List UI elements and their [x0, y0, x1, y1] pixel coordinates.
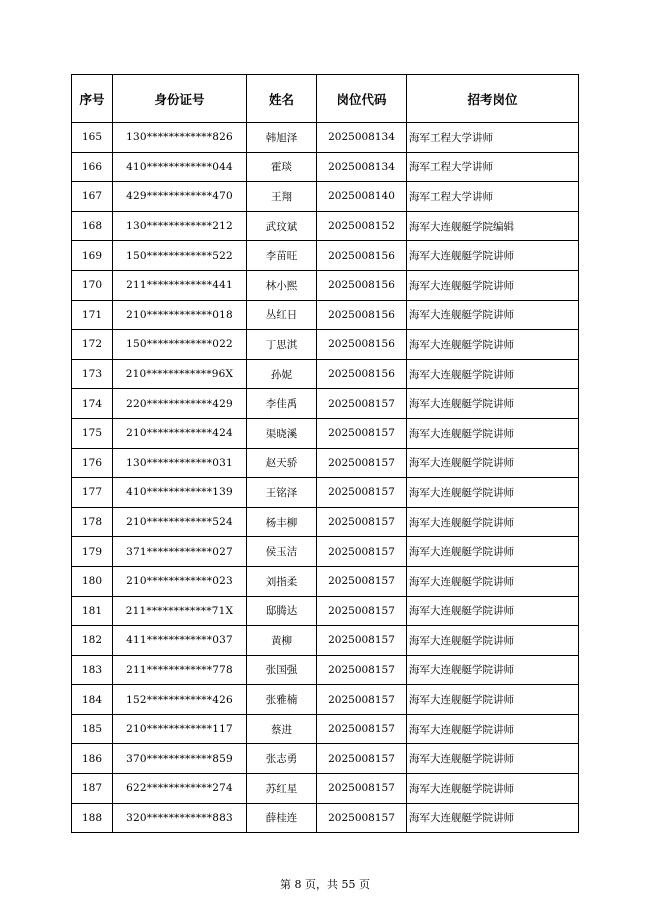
table-row [72, 359, 579, 389]
cell-position: 海军大连舰艇学院讲师 [407, 744, 579, 774]
cell-position-code: 2025008157 [317, 389, 407, 419]
cell-position: 海军大连舰艇学院编辑 [407, 211, 579, 241]
cell-position-code: 2025008157 [317, 537, 407, 567]
table-row [72, 211, 579, 241]
cell-position: 海军大连舰艇学院讲师 [407, 507, 579, 537]
table-row [72, 389, 579, 419]
cell-position-code: 2025008156 [317, 241, 407, 271]
cell-name: 杨丰柳 [247, 507, 317, 537]
cell-seq: 171 [72, 300, 113, 330]
cell-position: 海军大连舰艇学院讲师 [407, 714, 579, 744]
cell-seq: 167 [72, 182, 113, 212]
cell-position-code: 2025008156 [317, 270, 407, 300]
cell-name: 渠晓溪 [247, 418, 317, 448]
cell-id-number: 210************96X [113, 359, 247, 389]
cell-position-code: 2025008157 [317, 714, 407, 744]
cell-name: 韩旭泽 [247, 123, 317, 153]
cell-position: 海军大连舰艇学院讲师 [407, 270, 579, 300]
cell-position-code: 2025008157 [317, 744, 407, 774]
cell-position: 海军大连舰艇学院讲师 [407, 389, 579, 419]
cell-id-number: 370************859 [113, 744, 247, 774]
header-position: 招考岗位 [407, 75, 579, 123]
table-row [72, 744, 579, 774]
cell-position-code: 2025008140 [317, 182, 407, 212]
cell-position-code: 2025008152 [317, 211, 407, 241]
cell-id-number: 210************424 [113, 418, 247, 448]
cell-name: 张志勇 [247, 744, 317, 774]
cell-seq: 182 [72, 626, 113, 656]
cell-id-number: 130************826 [113, 123, 247, 153]
cell-position: 海军大连舰艇学院讲师 [407, 566, 579, 596]
cell-id-number: 622************274 [113, 774, 247, 804]
cell-id-number: 429************470 [113, 182, 247, 212]
cell-id-number: 210************018 [113, 300, 247, 330]
cell-seq: 183 [72, 655, 113, 685]
cell-seq: 185 [72, 714, 113, 744]
cell-name: 刘指柔 [247, 566, 317, 596]
table-row [72, 241, 579, 271]
cell-name: 苏红星 [247, 774, 317, 804]
cell-id-number: 210************117 [113, 714, 247, 744]
cell-position-code: 2025008156 [317, 330, 407, 360]
cell-name: 李苗旺 [247, 241, 317, 271]
cell-name: 蔡进 [247, 714, 317, 744]
cell-position-code: 2025008157 [317, 655, 407, 685]
table-row [72, 596, 579, 626]
cell-seq: 184 [72, 685, 113, 715]
table-row [72, 448, 579, 478]
cell-id-number: 152************426 [113, 685, 247, 715]
cell-seq: 178 [72, 507, 113, 537]
table-row [72, 714, 579, 744]
cell-id-number: 320************883 [113, 803, 247, 833]
header-position-code: 岗位代码 [317, 75, 407, 123]
cell-seq: 166 [72, 152, 113, 182]
cell-position: 海军大连舰艇学院讲师 [407, 478, 579, 508]
cell-position-code: 2025008156 [317, 359, 407, 389]
cell-seq: 179 [72, 537, 113, 567]
cell-position: 海军大连舰艇学院讲师 [407, 803, 579, 833]
cell-name: 邸腾达 [247, 596, 317, 626]
cell-position: 海军大连舰艇学院讲师 [407, 596, 579, 626]
cell-name: 赵天骄 [247, 448, 317, 478]
table-row [72, 803, 579, 833]
cell-position: 海军大连舰艇学院讲师 [407, 655, 579, 685]
cell-name: 林小熙 [247, 270, 317, 300]
cell-seq: 169 [72, 241, 113, 271]
cell-seq: 165 [72, 123, 113, 153]
table-row [72, 330, 579, 360]
cell-position: 海军大连舰艇学院讲师 [407, 300, 579, 330]
cell-seq: 174 [72, 389, 113, 419]
cell-name: 王翔 [247, 182, 317, 212]
cell-name: 丁思淇 [247, 330, 317, 360]
cell-position: 海军大连舰艇学院讲师 [407, 418, 579, 448]
cell-id-number: 211************441 [113, 270, 247, 300]
cell-seq: 180 [72, 566, 113, 596]
cell-seq: 177 [72, 478, 113, 508]
cell-position-code: 2025008134 [317, 123, 407, 153]
cell-name: 李佳禹 [247, 389, 317, 419]
table-row [72, 507, 579, 537]
header-id-number: 身份证号 [113, 75, 247, 123]
table-row [72, 182, 579, 212]
cell-position-code: 2025008157 [317, 478, 407, 508]
cell-name: 张雅楠 [247, 685, 317, 715]
cell-id-number: 210************524 [113, 507, 247, 537]
table-row [72, 418, 579, 448]
table-row [72, 270, 579, 300]
table-row [72, 152, 579, 182]
table-row [72, 774, 579, 804]
cell-seq: 170 [72, 270, 113, 300]
header-name: 姓名 [247, 75, 317, 123]
table-row [72, 478, 579, 508]
cell-name: 张国强 [247, 655, 317, 685]
cell-id-number: 211************71X [113, 596, 247, 626]
cell-seq: 186 [72, 744, 113, 774]
cell-name: 王铭泽 [247, 478, 317, 508]
cell-position-code: 2025008157 [317, 803, 407, 833]
page-footer: 第 8 页，共 55 页 [280, 878, 370, 891]
cell-position: 海军大连舰艇学院讲师 [407, 359, 579, 389]
cell-position: 海军大连舰艇学院讲师 [407, 537, 579, 567]
table-row [72, 123, 579, 153]
cell-position: 海军工程大学讲师 [407, 123, 579, 153]
cell-position-code: 2025008157 [317, 566, 407, 596]
cell-id-number: 130************212 [113, 211, 247, 241]
cell-position-code: 2025008157 [317, 596, 407, 626]
cell-seq: 175 [72, 418, 113, 448]
cell-position-code: 2025008134 [317, 152, 407, 182]
cell-seq: 168 [72, 211, 113, 241]
cell-name: 侯玉洁 [247, 537, 317, 567]
cell-name: 黄柳 [247, 626, 317, 656]
cell-seq: 176 [72, 448, 113, 478]
cell-seq: 172 [72, 330, 113, 360]
cell-id-number: 130************031 [113, 448, 247, 478]
table-header-row [72, 75, 579, 123]
cell-seq: 173 [72, 359, 113, 389]
table-row [72, 537, 579, 567]
cell-id-number: 150************022 [113, 330, 247, 360]
candidate-table [71, 74, 579, 833]
cell-name: 霍琰 [247, 152, 317, 182]
cell-position: 海军工程大学讲师 [407, 182, 579, 212]
table-row [72, 655, 579, 685]
cell-id-number: 411************037 [113, 626, 247, 656]
cell-position: 海军大连舰艇学院讲师 [407, 626, 579, 656]
cell-id-number: 210************023 [113, 566, 247, 596]
cell-position: 海军工程大学讲师 [407, 152, 579, 182]
cell-position-code: 2025008157 [317, 418, 407, 448]
header-seq: 序号 [72, 75, 113, 123]
cell-id-number: 211************778 [113, 655, 247, 685]
cell-seq: 187 [72, 774, 113, 804]
cell-position: 海军大连舰艇学院讲师 [407, 330, 579, 360]
cell-position-code: 2025008157 [317, 507, 407, 537]
cell-position: 海军大连舰艇学院讲师 [407, 685, 579, 715]
cell-position: 海军大连舰艇学院讲师 [407, 448, 579, 478]
cell-position-code: 2025008157 [317, 448, 407, 478]
cell-position: 海军大连舰艇学院讲师 [407, 774, 579, 804]
cell-id-number: 371************027 [113, 537, 247, 567]
cell-name: 孙妮 [247, 359, 317, 389]
cell-seq: 188 [72, 803, 113, 833]
cell-position-code: 2025008157 [317, 685, 407, 715]
cell-id-number: 150************522 [113, 241, 247, 271]
cell-name: 薛桂连 [247, 803, 317, 833]
cell-position-code: 2025008157 [317, 626, 407, 656]
table-row [72, 300, 579, 330]
table-row [72, 626, 579, 656]
cell-name: 丛红日 [247, 300, 317, 330]
cell-name: 武玟斌 [247, 211, 317, 241]
table-row [72, 566, 579, 596]
cell-seq: 181 [72, 596, 113, 626]
table-row [72, 685, 579, 715]
cell-id-number: 410************139 [113, 478, 247, 508]
cell-position-code: 2025008156 [317, 300, 407, 330]
cell-id-number: 220************429 [113, 389, 247, 419]
cell-position: 海军大连舰艇学院讲师 [407, 241, 579, 271]
cell-id-number: 410************044 [113, 152, 247, 182]
cell-position-code: 2025008157 [317, 774, 407, 804]
